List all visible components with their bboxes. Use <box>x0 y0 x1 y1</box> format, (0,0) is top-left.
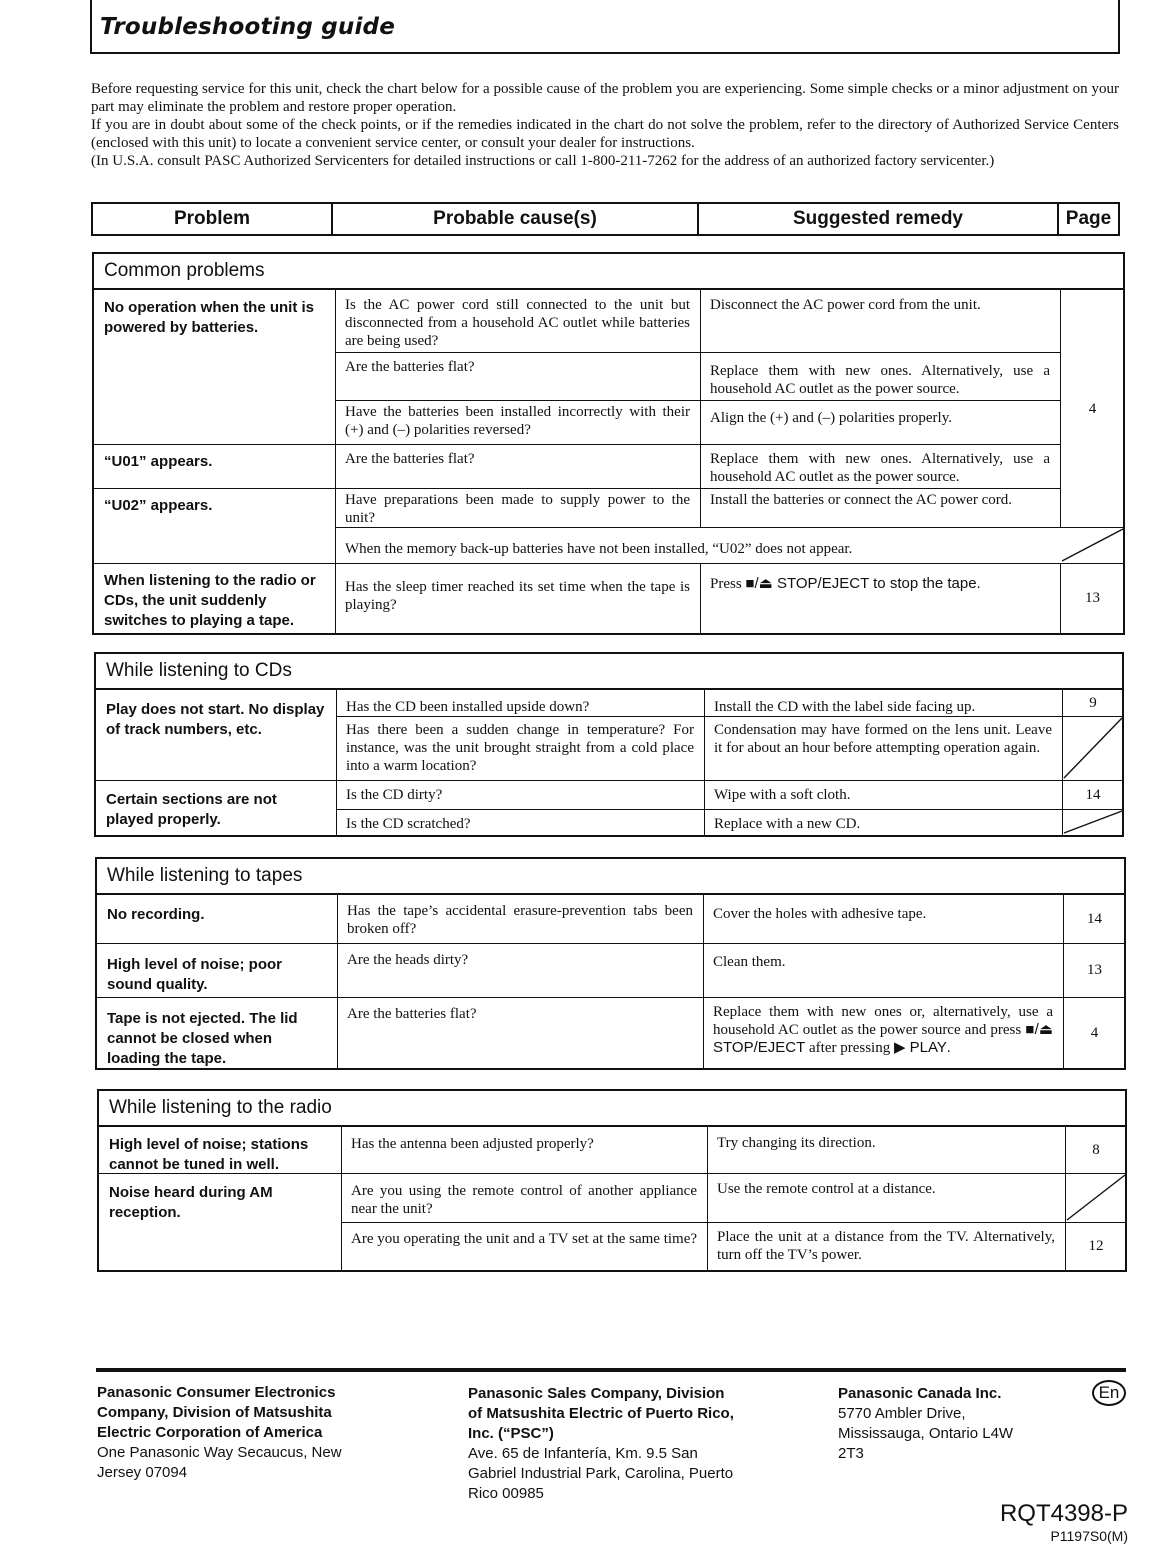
problem-noise-am: Noise heard during AM reception. <box>109 1184 273 1221</box>
page-ref: 4 <box>1090 1024 1099 1041</box>
section-title: While listening to tapes <box>97 859 1124 895</box>
cause-sleep-timer: Has the sleep timer reached its set time when the tape is playing? <box>345 579 690 613</box>
cause-erasure-tabs: Has the tape’s accidental erasure-prevention tabs been broken off? <box>347 903 693 937</box>
slash-mark <box>1060 527 1125 563</box>
page-ref: 14 <box>1087 911 1102 927</box>
remedy-wipe: Wipe with a soft cloth. <box>714 787 851 803</box>
remedy-new-cd: Replace with a new CD. <box>714 816 861 832</box>
play-key: ▶ PLAY <box>893 1039 947 1056</box>
remedy-replace-batteries: Replace them with new ones. Alternatively, use a household AC outlet as the power source. <box>710 451 1050 485</box>
problem-u02: “U02” appears. <box>104 497 213 514</box>
intro-paragraph: Before requesting service for this unit, check the chart below for a possible cause of the problem you are experiencing. Some simple checks or a minor adjustment on your part may eliminate the problem and restore proper operation. <box>91 81 1119 115</box>
problem-no-operation: No operation when the unit is powered by batteries. <box>104 299 314 336</box>
page-title: Troubleshooting guide <box>100 14 396 40</box>
problem-noise-stations: High level of noise; stations cannot be tuned in well. <box>109 1136 309 1173</box>
problem-u01: “U01” appears. <box>104 453 213 470</box>
slash-mark <box>1062 809 1124 835</box>
section-cds <box>94 652 1124 837</box>
document-number: RQT4398-P <box>999 1500 1128 1527</box>
section-common-problems <box>92 252 1125 635</box>
company-puerto-rico: Panasonic Sales Company, Division of Matsushita Electric of Puerto Rico, Inc. (“PSC”) Ave. 65 de Infantería, Km. 9.5 San Gabriel Industrial Park, Carolina, Puerto Rico 00985 <box>468 1385 734 1502</box>
cause-batteries-flat: Are the batteries flat? <box>345 359 475 375</box>
remedy-change-direction: Try changing its direction. <box>717 1135 876 1151</box>
stop-eject-key: ■/⏏ STOP/EJECT <box>745 575 869 592</box>
remedy-tv-distance: Place the unit at a distance from the TV. Alternatively, turn off the TV’s power. <box>717 1229 1055 1263</box>
company-canada: Panasonic Canada Inc. 5770 Ambler Drive, Mississauga, Ontario L4W 2T3 <box>838 1385 1014 1462</box>
remedy-replace-batteries: Replace them with new ones. Alternatively, use a household AC outlet as the power source. <box>710 363 1050 397</box>
cause-temperature: Has there been a sudden change in temperature? For instance, was the unit brought straight from a cold place into a warm location? <box>346 722 694 774</box>
page-ref: 14 <box>1085 786 1101 803</box>
problem-not-ejected: Tape is not ejected. The lid cannot be closed when loading the tape. <box>107 1010 298 1067</box>
remedy-remote-distance: Use the remote control at a distance. <box>717 1181 936 1197</box>
intro-paragraph: (In U.S.A. consult PASC Authorized Servicenters for detailed instructions or call 1-800-211-7262 for the address of an authorized factory servicenter.) <box>91 153 995 169</box>
cause-ac-cord: Is the AC power cord still connected to the unit but disconnected from a household AC outlet while batteries are being used? <box>345 297 690 349</box>
slash-mark <box>1065 1173 1127 1222</box>
page-ref: 4 <box>1088 400 1097 417</box>
intro-text <box>91 80 1119 170</box>
section-title: Common problems <box>94 254 1123 290</box>
remedy-cover-holes: Cover the holes with adhesive tape. <box>713 906 927 922</box>
document-code: P1197S0(M) <box>1050 1528 1128 1544</box>
cause-cd-scratched: Is the CD scratched? <box>346 816 471 832</box>
remedy-disconnect-cord: Disconnect the AC power cord from the unit. <box>710 297 981 313</box>
stop-eject-key: ■/⏏ STOP/EJECT <box>713 1021 1053 1056</box>
page-ref: 13 <box>1085 590 1100 606</box>
page-ref: 8 <box>1092 1142 1100 1158</box>
cause-upside-down: Has the CD been installed upside down? <box>346 699 590 715</box>
remedy-install-batteries: Install the batteries or connect the AC power cord. <box>710 492 1012 508</box>
note-memory-backup: When the memory back-up batteries have not been installed, “U02” does not appear. <box>345 541 853 557</box>
cause-batteries-flat: Are the batteries flat? <box>347 1006 477 1022</box>
section-title: While listening to CDs <box>96 654 1122 690</box>
remedy-condensation: Condensation may have formed on the lens unit. Leave it for about an hour before attempting operation again. <box>714 722 1052 756</box>
slash-mark <box>1062 716 1124 780</box>
table-header <box>91 202 1120 236</box>
header-cause: Probable cause(s) <box>333 204 699 234</box>
header-remedy: Suggested remedy <box>699 204 1059 234</box>
remedy-clean-heads: Clean them. <box>713 954 786 970</box>
remedy-press-stop: Press ■/⏏ STOP/EJECT to stop the tape. <box>710 575 981 592</box>
company-usa: Panasonic Consumer Electronics Company, Division of Matsushita Electric Corporation of America One Panasonic Way Secaucus, New Jersey 07094 <box>97 1384 342 1481</box>
cause-polarity: Have the batteries been installed incorrectly with their (+) and (–) polarities reversed? <box>345 404 690 438</box>
problem-no-recording: No recording. <box>107 906 205 923</box>
problem-sections-not-played: Certain sections are not played properly. <box>106 791 277 828</box>
page-ref: 12 <box>1088 1238 1104 1254</box>
section-radio <box>97 1089 1127 1272</box>
cause-power-supply: Have preparations been made to supply power to the unit? <box>345 492 690 526</box>
title-box <box>90 0 1120 54</box>
cause-batteries-flat: Are the batteries flat? <box>345 451 475 467</box>
problem-switches-tape: When listening to the radio or CDs, the unit suddenly switches to playing a tape. <box>104 572 316 629</box>
cause-heads-dirty: Are the heads dirty? <box>347 952 469 968</box>
section-tapes <box>95 857 1126 1070</box>
problem-noise-tape: High level of noise; poor sound quality. <box>107 956 283 993</box>
remedy-align-polarity: Align the (+) and (–) polarities properly. <box>710 410 952 426</box>
cause-tv-set: Are you operating the unit and a TV set at the same time? <box>351 1231 698 1247</box>
footer-divider <box>96 1368 1126 1372</box>
section-title: While listening to the radio <box>99 1091 1125 1127</box>
page-ref: 9 <box>1089 695 1097 711</box>
header-page: Page <box>1065 208 1112 229</box>
page-ref: 13 <box>1087 962 1102 978</box>
intro-paragraph: If you are in doubt about some of the check points, or if the remedies indicated in the chart do not solve the problem, refer to the directory of Authorized Service Centers (enclosed with this unit) to locate a convenient service center, or consult your dealer for instructions. <box>91 117 1119 151</box>
remedy-label-up: Install the CD with the label side facing up. <box>714 699 976 715</box>
cause-remote-control: Are you using the remote control of another appliance near the unit? <box>351 1183 697 1217</box>
cause-cd-dirty: Is the CD dirty? <box>346 787 443 803</box>
cause-antenna: Has the antenna been adjusted properly? <box>351 1136 594 1152</box>
header-problem: Problem <box>93 204 333 234</box>
language-badge: En <box>1092 1380 1126 1406</box>
problem-play-not-start: Play does not start. No display of track numbers, etc. <box>106 701 325 738</box>
remedy-replace-press: Replace them with new ones or, alternatively, use a household AC outlet as the power source and press ■/⏏ STOP/EJECT after pressing ▶ PLAY. <box>713 1004 1053 1056</box>
